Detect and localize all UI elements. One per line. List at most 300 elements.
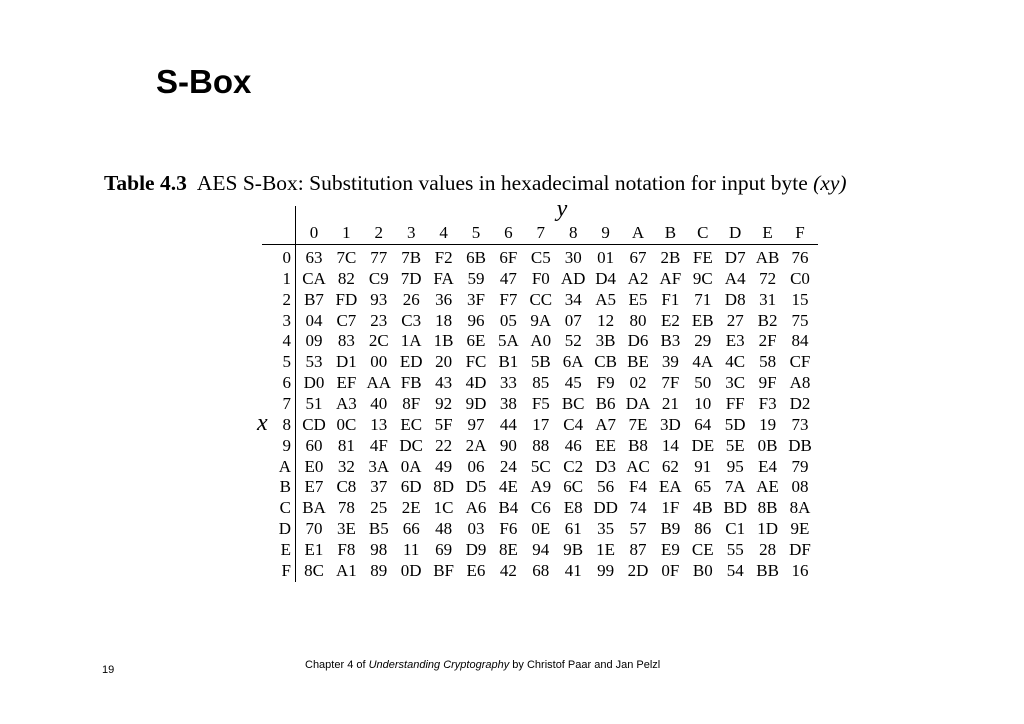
- sbox-cell: D6: [627, 331, 649, 351]
- sbox-cell: 27: [726, 310, 744, 330]
- sbox-cell: 70: [305, 519, 323, 539]
- sbox-cell: B4: [498, 498, 519, 518]
- sbox-cell: BD: [723, 498, 747, 518]
- sbox-cell: C2: [563, 456, 584, 476]
- caption-text: AES S-Box: Substitution values in hexadecimal notation for input byte: [196, 171, 814, 195]
- sbox-cell: 7C: [336, 248, 357, 267]
- sbox-cell: 4E: [498, 477, 518, 497]
- row-header: 6: [282, 373, 291, 393]
- sbox-cell: 43: [435, 373, 453, 393]
- sbox-cell: 2D: [627, 560, 649, 580]
- sbox-cell: FA: [433, 268, 454, 288]
- row-header: C: [279, 498, 291, 518]
- sbox-cell: AA: [366, 373, 392, 393]
- sbox-cell: 51: [305, 393, 323, 413]
- sbox-cell: CB: [594, 352, 617, 372]
- sbox-cell: 0A: [400, 456, 422, 476]
- sbox-cell: 4C: [725, 352, 746, 372]
- sbox-cell: B2: [757, 310, 778, 330]
- sbox-cell: 07: [564, 310, 582, 330]
- sbox-cell: 04: [305, 310, 323, 330]
- sbox-cell: 88: [532, 435, 550, 455]
- sbox-cell: F1: [661, 289, 680, 309]
- row-header: 7: [282, 393, 291, 413]
- sbox-cell: 90: [499, 435, 517, 455]
- column-header: 8: [568, 223, 578, 242]
- sbox-cell: 38: [499, 393, 517, 413]
- column-header: 7: [536, 223, 546, 242]
- column-header: B: [664, 223, 677, 242]
- sbox-cell: 50: [694, 373, 712, 393]
- sbox-cell: 65: [694, 477, 712, 497]
- sbox-cell: BC: [561, 393, 585, 413]
- sbox-cell: 81: [337, 435, 355, 455]
- sbox-cell: 6A: [562, 352, 584, 372]
- sbox-cell: 09: [305, 331, 323, 351]
- sbox-cell: E1: [304, 539, 324, 559]
- sbox-cell: 56: [597, 477, 615, 497]
- sbox-cell: 91: [694, 456, 712, 476]
- sbox-cell: A9: [530, 477, 552, 497]
- sbox-cell: 1C: [433, 498, 454, 518]
- sbox-cell: AE: [756, 477, 779, 497]
- sbox-cell: 59: [467, 268, 485, 288]
- row-header: 8: [282, 414, 291, 434]
- sbox-cell: 66: [402, 519, 420, 539]
- sbox-cell: 3A: [368, 456, 390, 476]
- sbox-cell: 08: [791, 477, 809, 497]
- row-header: E: [280, 539, 291, 559]
- sbox-cell: 8C: [304, 560, 324, 580]
- sbox-cell: A0: [530, 331, 552, 351]
- sbox-cell: B1: [498, 352, 519, 372]
- sbox-cell: 82: [337, 268, 355, 288]
- sbox-cell: 24: [499, 456, 517, 476]
- sbox-cell: C8: [336, 477, 357, 497]
- sbox-cell: 02: [629, 373, 647, 393]
- sbox-cell: A5: [595, 289, 616, 309]
- sbox-cell: 77: [370, 248, 388, 267]
- footer-book-title: Understanding Cryptography: [368, 659, 510, 671]
- sbox-cell: 67: [629, 248, 647, 267]
- sbox-cell: 32: [337, 456, 355, 476]
- sbox-cell: 01: [597, 248, 615, 267]
- sbox-cell: 2E: [401, 498, 421, 518]
- sbox-cell: 92: [435, 393, 453, 413]
- sbox-cell: A1: [336, 560, 357, 580]
- column-header: 3: [406, 223, 416, 242]
- sbox-cell: 99: [597, 560, 615, 580]
- sbox-cell: C7: [336, 310, 357, 330]
- sbox-cell: 87: [629, 539, 647, 559]
- sbox-cell: BE: [627, 352, 649, 372]
- sbox-cell: 64: [694, 414, 712, 434]
- sbox-cell: 03: [467, 519, 485, 539]
- sbox-cell: 9E: [790, 519, 810, 539]
- sbox-cell: 0D: [400, 560, 422, 580]
- row-header: B: [279, 477, 291, 497]
- sbox-cell: 6D: [400, 477, 422, 497]
- sbox-cell: 7D: [400, 268, 422, 288]
- sbox-cell: 12: [597, 310, 615, 330]
- sbox-cell: 71: [694, 289, 712, 309]
- sbox-cell: FE: [692, 248, 713, 267]
- sbox-cell: E9: [660, 539, 680, 559]
- sbox-cell: B7: [304, 289, 324, 309]
- sbox-cell: A7: [595, 414, 616, 434]
- sbox-cell: 9A: [530, 310, 552, 330]
- sbox-cell: B3: [660, 331, 681, 351]
- row-header: 2: [282, 289, 291, 309]
- sbox-cell: 78: [337, 498, 355, 518]
- sbox-cell: 0B: [757, 435, 778, 455]
- column-header: 2: [374, 223, 384, 242]
- sbox-cell: 3F: [467, 289, 485, 309]
- sbox-cell: 95: [726, 456, 744, 476]
- sbox-cell: 5F: [434, 414, 453, 434]
- sbox-cell: DC: [399, 435, 423, 455]
- sbox-cell: 06: [467, 456, 485, 476]
- sbox-cell: 79: [791, 456, 809, 476]
- sbox-cell: 30: [564, 248, 582, 267]
- column-axis-label: y: [556, 196, 568, 222]
- sbox-cell: 9F: [758, 373, 777, 393]
- sbox-cell: 0F: [661, 560, 680, 580]
- sbox-cell: 8B: [757, 498, 778, 518]
- page-number: 19: [102, 664, 115, 676]
- row-header: F: [281, 560, 291, 580]
- sbox-cell: 6C: [563, 477, 584, 497]
- sbox-cell: F7: [499, 289, 518, 309]
- sbox-cell: 13: [370, 414, 388, 434]
- sbox-cell: 72: [759, 268, 777, 288]
- sbox-cell: 69: [435, 539, 453, 559]
- sbox-cell: 93: [370, 289, 388, 309]
- sbox-cell: 5C: [530, 456, 551, 476]
- row-header: 5: [282, 352, 291, 372]
- sbox-cell: CE: [691, 539, 714, 559]
- sbox-cell: 85: [532, 373, 550, 393]
- sbox-cell: AB: [755, 248, 780, 267]
- row-header: 4: [282, 331, 291, 351]
- sbox-cell: 3E: [336, 519, 356, 539]
- sbox-cell: F3: [758, 393, 777, 413]
- sbox-cell: 62: [661, 456, 679, 476]
- sbox-cell: A4: [724, 268, 746, 288]
- slide-title: S-Box: [156, 63, 252, 100]
- sbox-cell: 40: [370, 393, 388, 413]
- sbox-cell: 14: [661, 435, 679, 455]
- sbox-cell: 9C: [692, 268, 713, 288]
- sbox-cell: 15: [791, 289, 809, 309]
- row-header: D: [278, 519, 291, 539]
- column-header: 0: [309, 223, 319, 242]
- sbox-cell: C3: [401, 310, 422, 330]
- sbox-cell: 37: [370, 477, 388, 497]
- sbox-cell: 4D: [465, 373, 487, 393]
- sbox-cell: 33: [499, 373, 517, 393]
- sbox-cell: 5B: [530, 352, 551, 372]
- sbox-cell: 3C: [725, 373, 746, 393]
- sbox-cell: 39: [661, 352, 679, 372]
- sbox-cell: 6B: [466, 248, 486, 267]
- sbox-cell: E7: [304, 477, 324, 497]
- sbox-cell: CD: [302, 414, 326, 434]
- sbox-cell: 7E: [628, 414, 648, 434]
- sbox-cell: 52: [564, 331, 582, 351]
- sbox-cell: 54: [726, 560, 744, 580]
- sbox-cell: D7: [724, 248, 746, 267]
- sbox-cell: 94: [532, 539, 550, 559]
- sbox-cell: B8: [628, 435, 648, 455]
- sbox-cell: BF: [433, 560, 454, 580]
- sbox-cell: 74: [629, 498, 647, 518]
- sbox-cell: 28: [759, 539, 777, 559]
- column-header: C: [697, 223, 709, 242]
- sbox-cell: C4: [563, 414, 584, 434]
- sbox-cell: 84: [791, 331, 809, 351]
- sbox-cell: E5: [628, 289, 648, 309]
- sbox-cell: 5A: [498, 331, 519, 351]
- sbox-cell: D3: [595, 456, 616, 476]
- column-header: 1: [342, 223, 351, 242]
- sbox-cell: 57: [629, 519, 647, 539]
- sbox-cell: C9: [368, 268, 389, 288]
- sbox-cell: 8D: [433, 477, 454, 497]
- sbox-cell: 4A: [692, 352, 714, 372]
- column-header: F: [795, 223, 805, 242]
- sbox-cell: 45: [564, 373, 582, 393]
- sbox-cell: 61: [564, 519, 582, 539]
- sbox-cell: 60: [305, 435, 323, 455]
- sbox-cell: E3: [725, 331, 745, 351]
- sbox-cell: 3B: [595, 331, 616, 351]
- sbox-cell: 53: [305, 352, 323, 372]
- sbox-cell: 20: [435, 352, 453, 372]
- sbox-cell: F4: [629, 477, 647, 497]
- sbox-cell: 35: [597, 519, 615, 539]
- row-header: 1: [282, 268, 291, 288]
- sbox-cell: 97: [467, 414, 485, 434]
- footer-prefix: Chapter 4 of: [305, 659, 369, 671]
- column-header: 6: [504, 223, 513, 242]
- sbox-cell: 34: [564, 289, 582, 309]
- sbox-cell: 18: [435, 310, 453, 330]
- sbox-cell: E2: [660, 310, 680, 330]
- sbox-cell: 44: [499, 414, 517, 434]
- footer-citation: [305, 659, 660, 671]
- sbox-cell: EE: [595, 435, 616, 455]
- sbox-cell: 4B: [692, 498, 713, 518]
- sbox-cell: 68: [532, 560, 550, 580]
- sbox-cell: EB: [691, 310, 714, 330]
- sbox-cell: 36: [435, 289, 453, 309]
- sbox-cell: E0: [304, 456, 324, 476]
- sbox-cell: 29: [694, 331, 712, 351]
- sbox-cell: FC: [465, 352, 487, 372]
- sbox-cell: 2A: [465, 435, 487, 455]
- sbox-cell: CF: [789, 352, 811, 372]
- sbox-cell: 49: [435, 456, 453, 476]
- sbox-cell: D8: [724, 289, 746, 309]
- sbox-cell: AF: [659, 268, 682, 288]
- sbox-cell: 26: [402, 289, 420, 309]
- sbox-cell: FD: [335, 289, 358, 309]
- sbox-cell: 1E: [596, 539, 616, 559]
- sbox-cell: D1: [336, 352, 357, 372]
- sbox-cell: C1: [725, 519, 746, 539]
- sbox-cell: B6: [595, 393, 616, 413]
- sbox-cell: 6E: [466, 331, 486, 351]
- sbox-cell: 1D: [757, 519, 778, 539]
- sbox-cell: 7F: [661, 373, 680, 393]
- sbox-cell: E4: [758, 456, 778, 476]
- sbox-cell: 05: [499, 310, 517, 330]
- sbox-cell: D2: [789, 393, 811, 413]
- sbox-cell: A8: [789, 373, 811, 393]
- sbox-cell: 42: [499, 560, 517, 580]
- sbox-cell: F0: [531, 268, 550, 288]
- table-caption: [104, 168, 847, 198]
- sbox-cell: 41: [564, 560, 582, 580]
- sbox-cell: 98: [370, 539, 388, 559]
- row-header: A: [278, 456, 291, 476]
- sbox-cell: D9: [465, 539, 487, 559]
- sbox-cell: 76: [791, 248, 809, 267]
- sbox-cell: 55: [726, 539, 744, 559]
- sbox-cell: 2B: [660, 248, 681, 267]
- sbox-cell: F8: [337, 539, 356, 559]
- sbox-cell: 8E: [498, 539, 518, 559]
- sbox-cell: DB: [788, 435, 812, 455]
- sbox-cell: 25: [370, 498, 388, 518]
- sbox-cell: 23: [370, 310, 388, 330]
- sbox-cell: CA: [302, 268, 326, 288]
- caption-math: (xy): [813, 171, 847, 195]
- sbox-cell: 47: [499, 268, 517, 288]
- sbox-cell: 6F: [499, 248, 518, 267]
- sbox-cell: C5: [530, 248, 551, 267]
- sbox-cell: 16: [791, 560, 809, 580]
- sbox-cell: 8F: [402, 393, 421, 413]
- sbox-cell: E8: [563, 498, 583, 518]
- sbox-cell: D0: [303, 373, 325, 393]
- sbox-cell: A6: [465, 498, 487, 518]
- column-header: 4: [439, 223, 448, 242]
- sbox-cell: 00: [370, 352, 388, 372]
- sbox-cell: 1F: [661, 498, 680, 518]
- sbox-cell: 22: [435, 435, 453, 455]
- sbox-cell: EF: [336, 373, 357, 393]
- sbox-cell: 10: [694, 393, 712, 413]
- sbox-cell: 58: [759, 352, 777, 372]
- sbox-cell: C0: [790, 268, 810, 288]
- sbox-cell: 80: [629, 310, 647, 330]
- sbox-cell: C6: [530, 498, 551, 518]
- sbox-cell: AC: [626, 456, 650, 476]
- sbox-cell: FF: [725, 393, 745, 413]
- sbox-cell: DE: [691, 435, 715, 455]
- sbox-cell: E6: [466, 560, 486, 580]
- sbox-cell: 0C: [336, 414, 357, 434]
- sbox-cell: D4: [595, 268, 616, 288]
- column-header: D: [729, 223, 742, 242]
- sbox-cell: FB: [400, 373, 422, 393]
- sbox-cell: 9D: [465, 393, 487, 413]
- sbox-cell: 0E: [531, 519, 551, 539]
- sbox-cell: 5E: [725, 435, 745, 455]
- sbox-cell: 31: [759, 289, 777, 309]
- sbox-cell: 7B: [401, 248, 422, 267]
- column-header: E: [762, 223, 773, 242]
- sbox-cell: DA: [625, 393, 651, 413]
- sbox-cell: 83: [337, 331, 355, 351]
- sbox-cell: 48: [435, 519, 453, 539]
- sbox-cell: 96: [467, 310, 485, 330]
- row-header: 0: [282, 248, 291, 267]
- column-header: 5: [471, 223, 481, 242]
- sbox-cell: 8A: [789, 498, 811, 518]
- sbox-cell: 86: [694, 519, 712, 539]
- column-header: A: [631, 223, 645, 242]
- sbox-cell: 73: [791, 414, 809, 434]
- sbox-cell: 7A: [724, 477, 746, 497]
- row-header: 9: [282, 435, 291, 455]
- caption-label: Table 4.3: [104, 171, 187, 195]
- column-header: 9: [601, 223, 610, 242]
- sbox-cell: 2C: [368, 331, 389, 351]
- sbox-cell: 4F: [369, 435, 388, 455]
- sbox-cell: B5: [368, 519, 389, 539]
- sbox-cell: B9: [660, 519, 681, 539]
- sbox-cell: EC: [400, 414, 423, 434]
- sbox-cell: AD: [560, 268, 586, 288]
- sbox-cell: F6: [499, 519, 518, 539]
- row-header: 3: [282, 310, 291, 330]
- sbox-cell: 11: [403, 539, 420, 559]
- sbox-cell: ED: [399, 352, 423, 372]
- sbox-cell: 89: [370, 560, 388, 580]
- sbox-cell: 46: [564, 435, 582, 455]
- sbox-cell: F2: [434, 248, 453, 267]
- sbox-cell: 17: [532, 414, 550, 434]
- sbox-cell: 9B: [563, 539, 584, 559]
- sbox-cell: 3D: [660, 414, 681, 434]
- sbox-cell: BB: [756, 560, 779, 580]
- sbox-cell: 1A: [400, 331, 422, 351]
- sbox-cell: DF: [789, 539, 811, 559]
- sbox-cell: 63: [305, 248, 323, 267]
- sbox-cell: 19: [759, 414, 777, 434]
- sbox-cell: 21: [661, 393, 679, 413]
- header-rule: [262, 244, 818, 245]
- footer-suffix: by Christof Paar and Jan Pelzl: [509, 659, 661, 671]
- sbox-cell: DD: [593, 498, 618, 518]
- row-axis-label: x: [257, 410, 268, 436]
- sbox-cell: D5: [465, 477, 487, 497]
- sbox-cell: 2F: [758, 331, 777, 351]
- sbox-cell: BA: [302, 498, 326, 518]
- row-label-rule: [295, 206, 296, 582]
- sbox-cell: A2: [627, 268, 649, 288]
- sbox-cell: F9: [596, 373, 615, 393]
- sbox-cell: 1B: [433, 331, 454, 351]
- sbox-cell: A3: [336, 393, 357, 413]
- sbox-cell: 5D: [724, 414, 746, 434]
- sbox-cell: EA: [659, 477, 682, 497]
- sbox-cell: CC: [529, 289, 553, 309]
- sbox-cell: 75: [791, 310, 809, 330]
